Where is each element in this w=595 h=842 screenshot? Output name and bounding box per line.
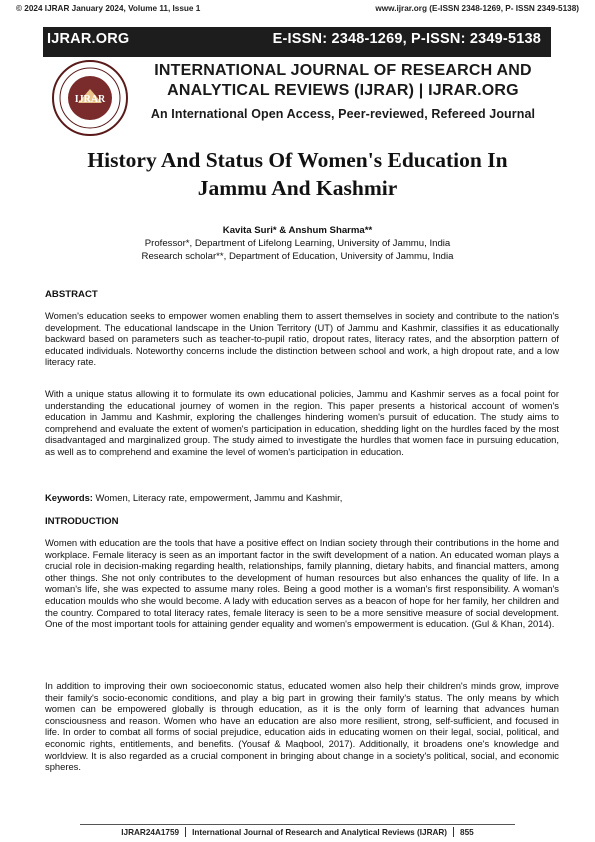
author-block (30, 224, 565, 263)
footer-separator (185, 827, 186, 837)
author-names: Kavita Suri* & Anshum Sharma** (222, 225, 373, 236)
title-line2: Jammu And Kashmir (197, 176, 398, 200)
paper-title (30, 146, 565, 202)
title-line1: History And Status Of Women's Education In (87, 148, 508, 172)
journal-tagline: An International Open Access, Peer-reviewed, Refereed Journal (150, 107, 536, 121)
footer-page-number: 855 (460, 827, 474, 837)
keywords-text: Women, Literacy rate, empowerment, Jammu and Kashmir, (92, 492, 343, 503)
footer-paper-id: IJRAR24A1759 (121, 827, 180, 837)
abstract-paragraph-1: Women's education seeks to empower women enabling them to assert themselves in society and contribute to the nation's development. The educational landscape in the Union Territory (UT) of Jammu and Kashmir, classifies it as educationally backward based on parameters such as teacher-to-pupil ratio, dropout rates, literacy rates, and the absorption pattern of educated individuals. Noteworthy concerns include the distinction between school and work, a high dropout rate, and a low literacy rate. (45, 310, 559, 368)
introduction-heading-text: INTRODUCTION (45, 516, 119, 527)
keywords-line (45, 492, 559, 504)
footer-journal: International Journal of Research and Analytical Reviews (IJRAR) (192, 827, 448, 837)
keywords-label: Keywords: (45, 492, 93, 503)
introduction-heading (45, 515, 559, 528)
banner-top-bar (43, 27, 551, 51)
abstract-paragraph-2: With a unique status allowing it to formulate its own educational policies, Jammu and Kashmir serves as a focal point for understanding the educational journey of women in the region. This paper presents a historical account of women's education in Jammu and Kashmir, exploring the challenges hindering women's pursuit of education. The study aims to comprehend and evaluate the extent of women's participation in education, shedding light on the hurdles faced by the most disadvantaged and marginalized group. The study aimed to investigate the hurdles that women face in pursuing education, as well as to comprehend and examine the level of women's participation in education. (45, 388, 559, 457)
page-footer (80, 824, 515, 837)
footer-separator (453, 827, 454, 837)
journal-banner (43, 27, 551, 140)
introduction-paragraph-2: In addition to improving their own socioeconomic status, educated women also help their children's minds grow, improve their family's socio-economic conditions, and play a big part in growing their family's status. The only means by which women can be empowered globally is through education, as it is the only form of learning that advances human consciousness and reason. Women who have an education are also more resilient, strong, self-sufficient, and focused in life. In order to combat all forms of social prejudice, education aids in educating women on their legal, social, political, and economic rights, entitlements, and benefits. (Yousaf & Maqbool, 2017). Additionally, it broadens one's knowledge and worldview. It is also regarded as a crucial component in bringing about change in a society's political, social, and economic spheres. (45, 680, 559, 773)
introduction-paragraph-1: Women with education are the tools that have a positive effect on Indian society through their contributions in the home and workplace. Female literacy is seen as an important factor in the swift development of a nation. An educated woman plays a crucial role in decision-making regarding health, relationships, family planning, dietary habits, and financial matters, among other things. She not only contributes to the development of human resources but also enhances the quality of life. In a woman's life, she was expected to assume many roles. Being a good mother is a woman's first responsibility. A woman's education moulds who she would become. A lady with education serves as a beacon of hope for her family, her children and the country. Compared to total literacy rates, female literacy is seen to be a more sensitive measure of social development. One of the most important tools for attaining gender equality and women's empowerment is education. (Gul & Khan, 2014). (45, 537, 559, 630)
journal-seal-logo (51, 59, 129, 137)
journal-name-line2: ANALYTICAL REVIEWS (IJRAR) | IJRAR.ORG (167, 82, 519, 99)
affiliation-1: Professor*, Department of Lifelong Learning, University of Jammu, India (144, 238, 451, 249)
seal-text: IJRAR (74, 94, 106, 105)
affiliation-2: Research scholar**, Department of Education, University of Jammu, India (141, 251, 454, 262)
header-right: www.ijrar.org (E-ISSN 2348-1269, P- ISSN 2349-5138) (375, 4, 579, 13)
header-left: © 2024 IJRAR January 2024, Volume 11, Issue 1 (16, 4, 201, 13)
banner-site: IJRAR.ORG (47, 31, 130, 47)
running-header (16, 4, 579, 13)
abstract-heading-text: ABSTRACT (45, 289, 98, 300)
journal-name (143, 61, 543, 101)
journal-name-line1: INTERNATIONAL JOURNAL OF RESEARCH AND (154, 62, 532, 79)
abstract-heading (45, 288, 559, 301)
banner-issn: E-ISSN: 2348-1269, P-ISSN: 2349-5138 (272, 31, 541, 47)
banner-body (43, 57, 551, 140)
